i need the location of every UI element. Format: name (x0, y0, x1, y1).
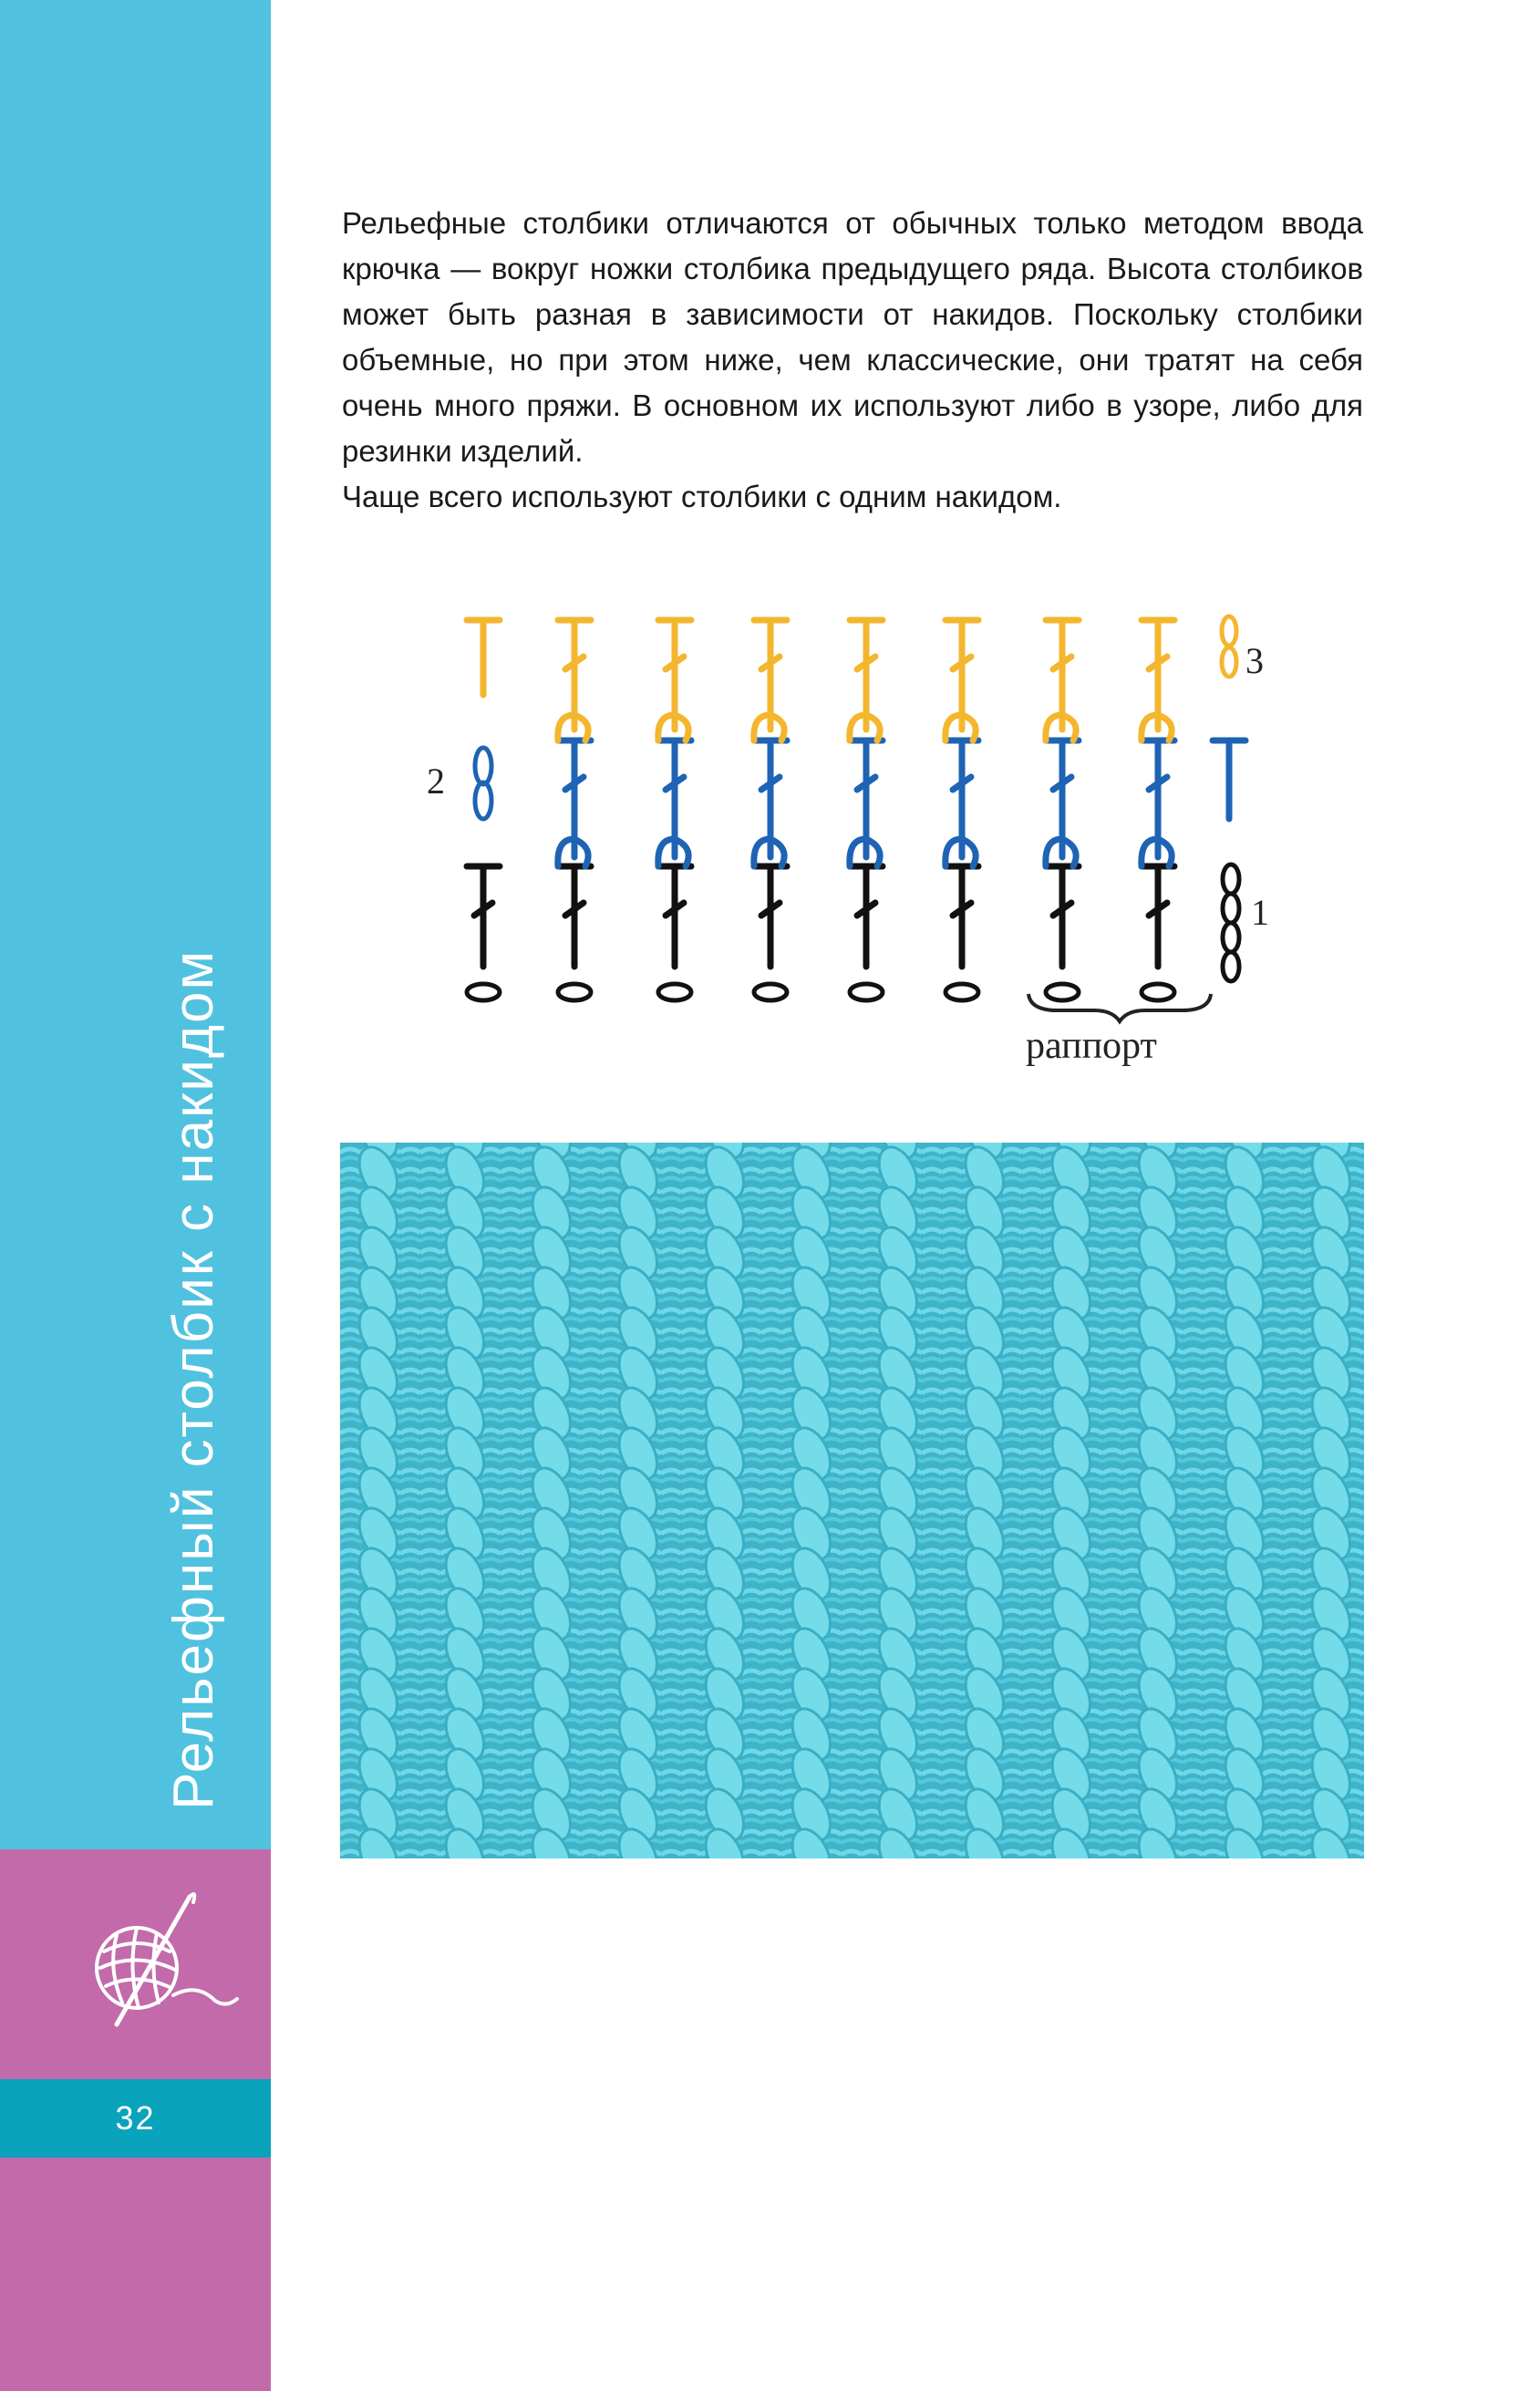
chain-stitch-icon (658, 984, 691, 1000)
chain-stitch-icon (850, 984, 883, 1000)
chain-stitch-icon (467, 984, 500, 1000)
chain-stitch-icon (1223, 923, 1239, 952)
paragraph: Рельефные столбики отличаются от обычных только методом ввода крючка — вокруг ножки столбика предыдущего ряда. Высота столбиков может быть разная в зависимости от накидов. Поскольку столбики объемные, но при этом ниже, чем классические, они тратят на себя очень много пряжи. В основном их используют либо в узоре, либо для резинки изделий. (342, 206, 1363, 468)
chain-stitch-icon (1142, 984, 1174, 1000)
chain-stitch-icon (558, 984, 591, 1000)
chain-stitch-icon (1223, 952, 1239, 981)
sidebar (0, 0, 271, 2391)
chain-stitch-icon (754, 984, 787, 1000)
row-label-1: 1 (1251, 892, 1269, 933)
chain-stitch-icon (475, 748, 491, 784)
chain-stitch-icon (1223, 864, 1239, 894)
chain-stitch-icon (946, 984, 978, 1000)
yarn-ball-with-crochet-hook-icon (80, 1888, 244, 2034)
repeat-label: раппорт (1026, 1025, 1157, 1067)
chain-stitch-icon (1046, 984, 1079, 1000)
chain-stitch-icon (1222, 616, 1236, 646)
row-label-3: 3 (1245, 640, 1264, 681)
knitted-ribbing-photo (340, 1143, 1364, 1858)
chapter-title: Рельефный столбик с накидом (162, 948, 225, 1810)
page-number: 32 (115, 2099, 156, 2137)
row-label-2: 2 (427, 761, 445, 802)
chain-stitch-icon (1223, 894, 1239, 923)
sidebar-blue-band (0, 0, 271, 1849)
body-text (342, 201, 1363, 520)
sidebar-pink-band-lower (0, 2158, 271, 2391)
crochet-chart (419, 593, 1313, 1085)
paragraph: Чаще всего используют столбики с одним накидом. (342, 480, 1062, 513)
